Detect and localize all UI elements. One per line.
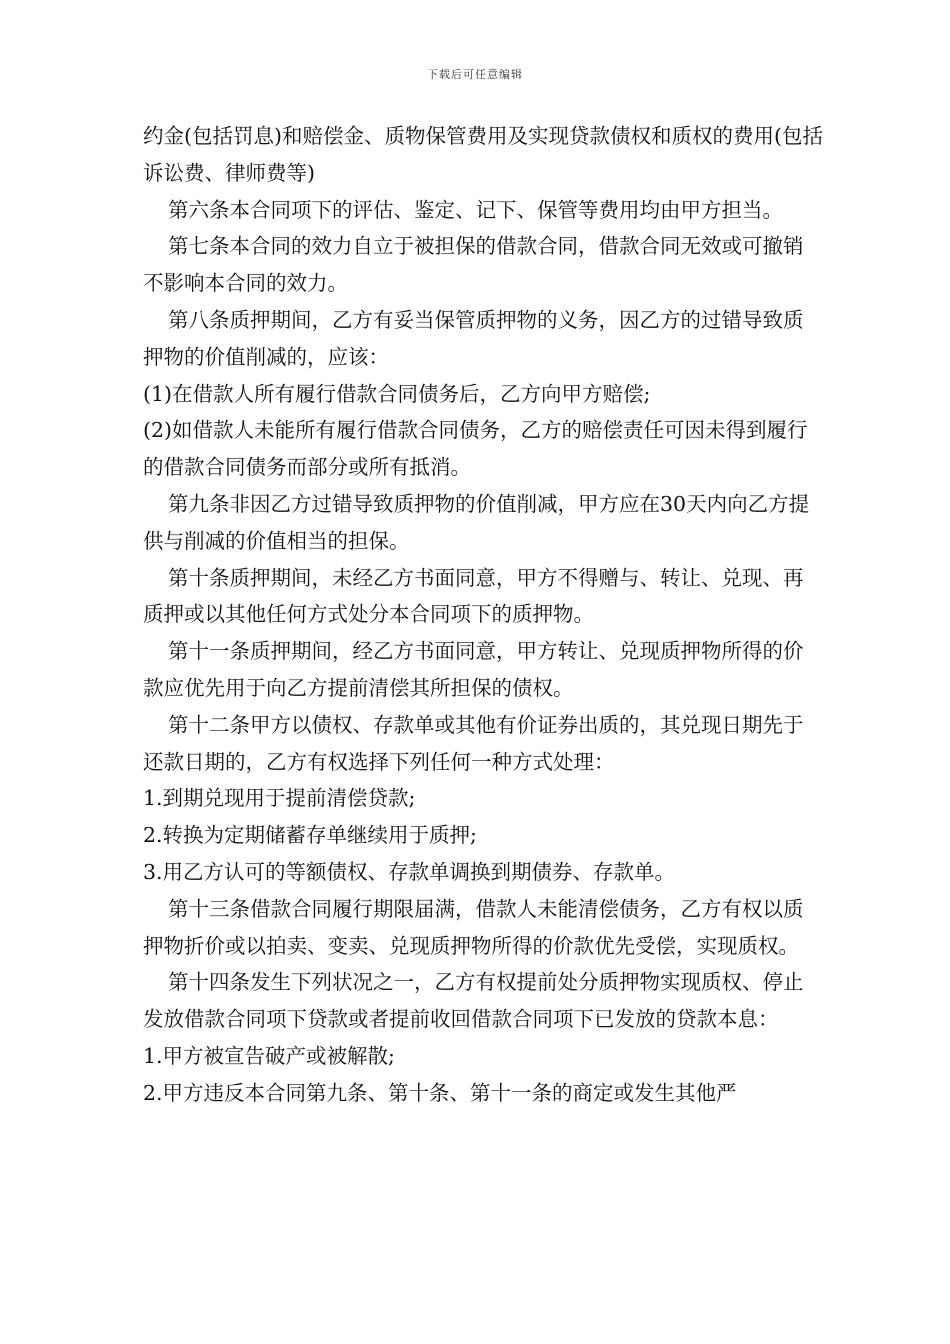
paragraph-continuation: 约金(包括罚息)和赔偿金、质物保管费用及实现贷款债权和质权的费用(包括诉讼费、律师费等) xyxy=(143,124,823,185)
clause-8: 第八条质押期间，乙方有妥当保管质押物的义务，因乙方的过错导致质押物的价值削减的，应该： xyxy=(143,307,804,369)
page-header: 下载后可任意编辑 xyxy=(427,68,523,81)
clause-10: 第十条质押期间，未经乙方书面同意，甲方不得赠与、转让、兑现、再质押或以其他任何方式处分本合同项下的质押物。 xyxy=(143,565,804,627)
document-body xyxy=(143,118,823,1112)
clause-12: 第十二条甲方以债权、存款单或其他有价证券出质的，其兑现日期先于还款日期的，乙方有权选择下列任何一种方式处理： xyxy=(143,712,804,774)
clause-13: 第十三条借款合同履行期限届满，借款人未能清偿债务，乙方有权以质押物折价或以拍卖、变卖、兑现质押物所得的价款优先受偿，实现质权。 xyxy=(143,896,804,958)
clause-9: 第九条非因乙方过错导致质押物的价值削减，甲方应在30天内向乙方提供与削减的价值相当的担保。 xyxy=(143,491,810,553)
clause-12-item-1: 1.到期兑现用于提前清偿贷款; xyxy=(143,786,416,811)
clause-14-item-1: 1.甲方被宣告破产或被解散; xyxy=(143,1043,395,1068)
clause-6: 第六条本合同项下的评估、鉴定、记下、保管等费用均由甲方担当。 xyxy=(168,197,783,222)
clause-12-item-3: 3.用乙方认可的等额债权、存款单调换到期债券、存款单。 xyxy=(143,859,676,884)
clause-14: 第十四条发生下列状况之一，乙方有权提前处分质押物实现质权、停止发放借款合同项下贷款或者提前收回借款合同项下已发放的贷款本息： xyxy=(143,970,804,1032)
clause-14-item-2: 2.甲方违反本合同第九条、第十条、第十一条的商定或发生其他严 xyxy=(143,1080,737,1105)
clause-7: 第七条本合同的效力自立于被担保的借款合同，借款合同无效或可撤销不影响本合同的效力。 xyxy=(143,234,804,296)
clause-12-item-2: 2.转换为定期储蓄存单继续用于质押; xyxy=(143,823,477,848)
clause-11: 第十一条质押期间，经乙方书面同意，甲方转让、兑现质押物所得的价款应优先用于向乙方提前清偿其所担保的债权。 xyxy=(143,639,804,700)
clause-8-item-1: (1)在借款人所有履行借款合同债务后，乙方向甲方赔偿; xyxy=(143,381,651,406)
clause-8-item-2: (2)如借款人未能所有履行借款合同债务，乙方的赔偿责任可因未得到履行的借款合同债务而部分或所有抵消。 xyxy=(143,418,808,480)
